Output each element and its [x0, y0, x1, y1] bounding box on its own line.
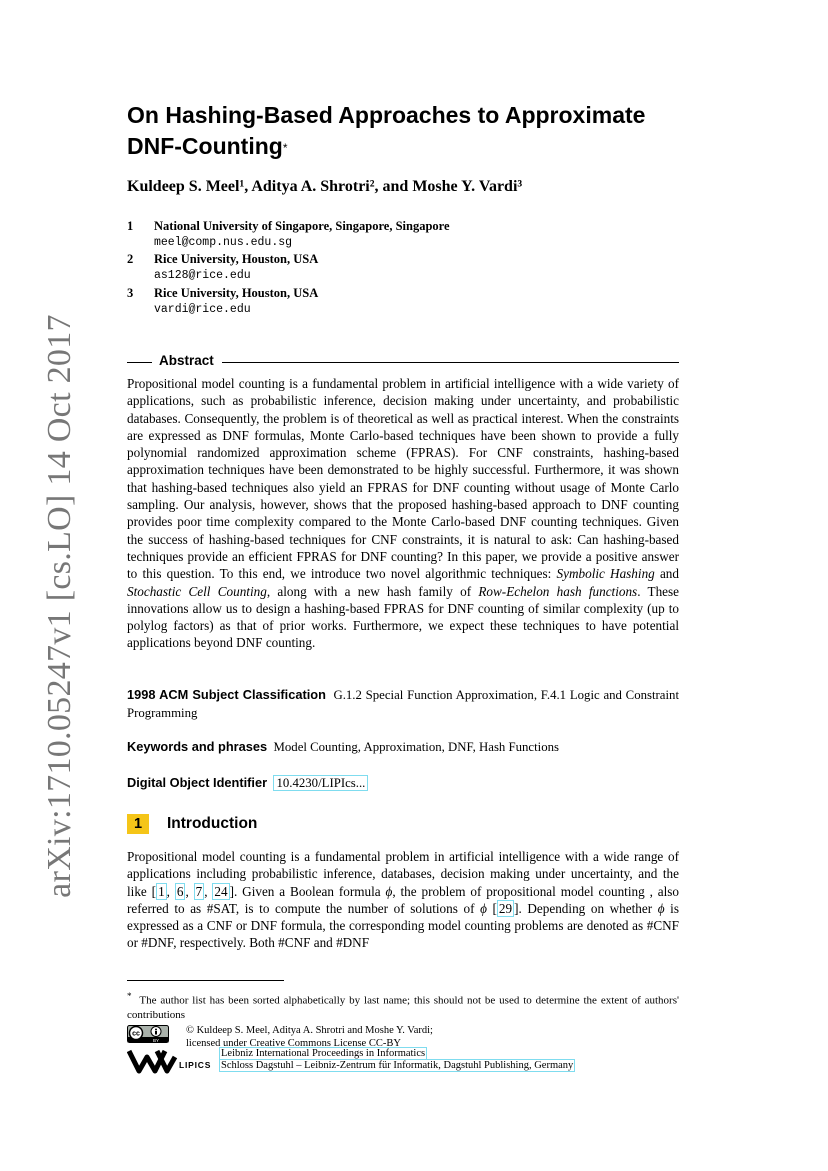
title-footnote-mark[interactable]: * [282, 141, 288, 155]
abstract-heading: Abstract [159, 353, 214, 368]
intro-text: [ [486, 900, 497, 916]
keywords-label: Keywords and phrases [127, 739, 268, 754]
license-line: licensed under Creative Commons License CC-BY [186, 1037, 401, 1049]
author-email[interactable]: meel@comp.nus.edu.sg [154, 236, 293, 249]
by-person-head [155, 1029, 157, 1031]
copyright-line: © Kuldeep S. Meel, Aditya A. Shrotri and Moshe Y. Vardi; [186, 1025, 433, 1036]
cc-letters: cc [132, 1030, 140, 1038]
footnote-mark: * [127, 991, 132, 1001]
acm-value: G.1.2 Special Function Approximation, F.4.1 Logic and Constraint Programming [127, 688, 679, 720]
publisher-link[interactable]: Schloss Dagstuhl – Leibniz-Zentrum für Informatik, Dagstuhl Publishing, Germany [221, 1060, 574, 1071]
abstract-emphasis: Row-Echelon hash functions [478, 583, 638, 599]
acm-classification [127, 686, 679, 722]
author-email[interactable]: vardi@rice.edu [154, 303, 251, 316]
cc-by-license-icon[interactable] [127, 1025, 169, 1043]
footnote-text: The author list has been sorted alphabetically by last name; this should not be used to determine the extent of authors' contributions [127, 994, 679, 1021]
abstract-text: . These innovations allow us to design a hashing-based FPRAS for DNF counting of similar complexity (up to polylog factors) as that of prior works. Furthermore, we expect these techniques to have potential applications beyond DNF counting. [127, 583, 680, 651]
rule-left [127, 362, 152, 363]
intro-text: Propositional model counting is a fundamental problem in artificial intelligence with a wide range of applications including probabilistic inference, databases, decision making under uncertainty, and the like [ [127, 849, 679, 899]
keywords [127, 738, 679, 756]
formula-symbol: ϕ [480, 900, 487, 916]
abstract-text: Propositional model counting is a fundamental problem in artificial intelligence with a wide variety of applications, such as probabilistic inference, decision making under uncertainty, and probabilistic databases. Consequently, the problem is of theoretical as well as practical interest. When the constraints are expressed as DNF formulas, Monte Carlo-based techniques have been shown to provide a fully polynomial randomized approximation scheme (FPRAS). For CNF constraints, hashing-based approximation techniques have been demonstrated to be highly successful. Furthermore, it was shown that hashing-based techniques also yield an FPRAS for DNF counting without usage of Monte Carlo sampling. Our analysis, however, shows that the proposed hashing-based approach to DNF counting provides poor time complexity compared to the Monte Carlo-based DNF counting techniques. Given the success of hashing-based techniques for CNF constraints, it is natural to ask: Can hashing-based techniques provide an efficient FPRAS for DNF counting? In this paper, we provide a positive answer to this question. To this end, we introduce two novel algorithmic techniques: [127, 376, 679, 582]
by-letters: BY [152, 1037, 160, 1043]
citation-link[interactable]: 6 [176, 883, 184, 899]
paper-title-text: On Hashing-Based Approaches to Approximate DNF-Counting [127, 102, 646, 159]
digital-object-identifier [127, 774, 679, 792]
intro-text: , [166, 883, 175, 899]
footnote-rule [127, 980, 284, 981]
citation-link[interactable]: 1 [158, 883, 165, 899]
affiliation-number: 2 [127, 252, 134, 266]
citation-link[interactable]: 24 [214, 883, 228, 899]
abstract-emphasis: Symbolic Hashing [556, 566, 655, 582]
abstract-text: and [654, 566, 679, 582]
lipics-logo-icon [127, 1047, 217, 1075]
abstract-heading-rule [127, 353, 679, 369]
formula-symbol: ϕ [657, 900, 665, 916]
citation-link[interactable]: 7 [195, 883, 203, 899]
affiliation-number: 1 [127, 219, 134, 233]
intro-text: , the problem of propositional model counting , also referred to as #SAT, is to compute the number of solutions of [127, 883, 680, 916]
section-title: Introduction [167, 815, 258, 832]
paper-title [127, 100, 687, 162]
abstract-text: , along with a new hash family of [266, 583, 479, 599]
intro-text: is expressed as a CNF or DNF formula, the corresponding model counting problems are denoted as #CNF or #DNF, respectively. Both #CNF and #DNF [127, 900, 679, 951]
proceedings-links [219, 1048, 575, 1072]
abstract-emphasis: Stochastic Cell Counting [127, 583, 267, 599]
citation-link[interactable]: 29 [498, 900, 513, 916]
doi-label: Digital Object Identifier [127, 775, 268, 790]
affiliation-name: National University of Singapore, Singapore, Singapore [154, 219, 450, 233]
acm-label: 1998 ACM Subject Classification [127, 687, 326, 702]
rule-right [222, 362, 679, 363]
introduction-body [127, 848, 679, 952]
arxiv-identifier: arXiv:1710.05247v1 [cs.LO] 14 Oct 2017 [41, 314, 78, 898]
formula-symbol: ϕ [385, 883, 393, 899]
lipics-wordmark: LIPICS [179, 1060, 212, 1070]
series-link[interactable]: Leibniz International Proceedings in Informatics [221, 1048, 426, 1059]
intro-text: , [185, 883, 194, 899]
intro-text: , [204, 883, 213, 899]
intro-text: ]. Given a Boolean formula [229, 883, 386, 899]
abstract-body [127, 375, 679, 652]
affiliation-name: Rice University, Houston, USA [154, 286, 319, 300]
author-list: Kuldeep S. Meel¹, Aditya A. Shrotri², and Moshe Y. Vardi³ [127, 178, 523, 195]
author-email[interactable]: as128@rice.edu [154, 269, 251, 282]
by-person-body [155, 1031, 157, 1035]
affiliation-number: 3 [127, 286, 134, 300]
intro-text: ]. Depending on whether [514, 900, 658, 916]
doi-link[interactable]: 10.4230/LIPIcs... [273, 775, 368, 791]
affiliation-name: Rice University, Houston, USA [154, 252, 319, 266]
footnote [127, 989, 679, 1022]
section-number: 1 [127, 814, 149, 834]
keywords-value: Model Counting, Approximation, DNF, Hash Functions [273, 740, 560, 754]
